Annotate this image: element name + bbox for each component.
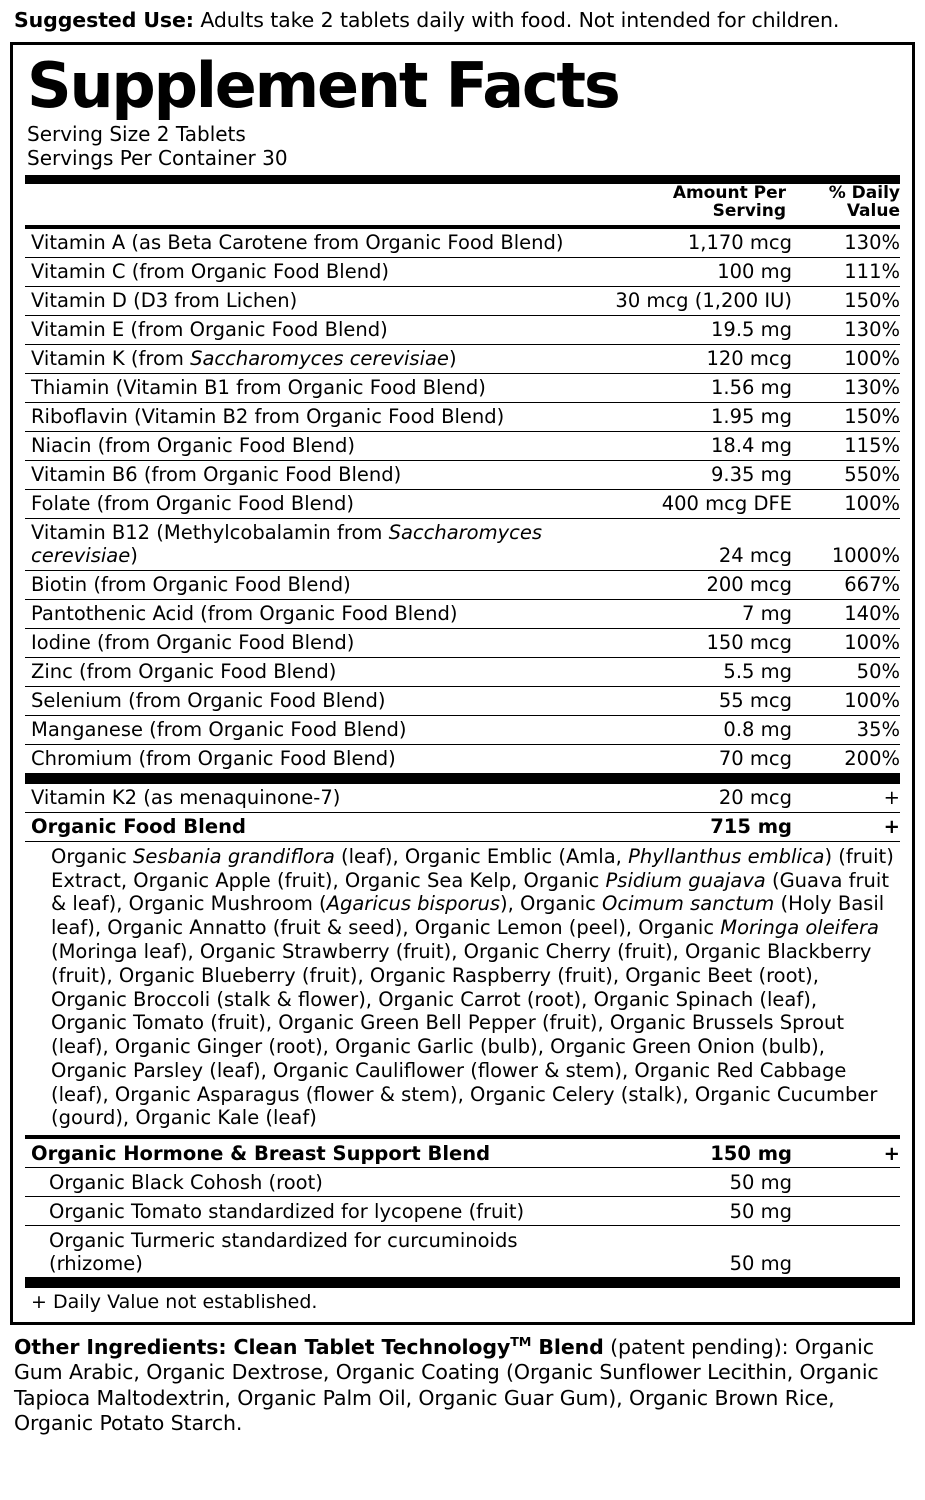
nutrient-amount: 19.5 mg bbox=[615, 315, 792, 344]
table-row bbox=[25, 744, 900, 778]
nutrient-name: Zinc (from Organic Food Blend) bbox=[25, 657, 615, 686]
nutrient-name: Vitamin E (from Organic Food Blend) bbox=[25, 315, 615, 344]
nutrient-name: Vitamin K2 (as menaquinone-7) bbox=[31, 786, 341, 810]
nutrient-amount: 50 mg bbox=[615, 1226, 792, 1283]
table-row bbox=[25, 402, 900, 431]
table-row bbox=[25, 784, 900, 813]
serving-info bbox=[27, 122, 900, 171]
nutrient-dv bbox=[792, 1168, 900, 1197]
nutrient-name: Manganese (from Organic Food Blend) bbox=[25, 715, 615, 744]
blend-amount: 150 mg bbox=[710, 1141, 792, 1165]
panel-title: Supplement Facts bbox=[27, 48, 619, 122]
nutrient-dv: 100% bbox=[792, 489, 900, 518]
other-ingredients bbox=[14, 1334, 915, 1436]
supplement-facts-panel bbox=[10, 42, 915, 1325]
nutrient-name: Vitamin B6 (from Organic Food Blend) bbox=[25, 460, 615, 489]
nutrient-dv: 130% bbox=[792, 315, 900, 344]
nutrient-dv: 111% bbox=[792, 257, 900, 286]
nutrient-amount: 400 mcg DFE bbox=[615, 489, 792, 518]
table-row bbox=[25, 229, 900, 258]
table-row bbox=[25, 1197, 900, 1226]
nutrient-amount: 18.4 mg bbox=[615, 431, 792, 460]
suggested-use bbox=[14, 8, 915, 34]
table-row bbox=[25, 344, 900, 373]
trademark-mark: TM bbox=[510, 1334, 532, 1350]
blend-name: Organic Food Blend bbox=[25, 812, 615, 841]
nutrient-dv: 115% bbox=[792, 431, 900, 460]
facts-table-body bbox=[25, 227, 900, 1288]
servings-per-container: Servings Per Container 30 bbox=[27, 146, 288, 171]
nutrient-name: Niacin (from Organic Food Blend) bbox=[25, 431, 615, 460]
nutrient-amount: 150 mcg bbox=[615, 628, 792, 657]
suggested-use-text: Adults take 2 tablets daily with food. Not intended for children. bbox=[200, 8, 840, 32]
nutrient-amount: 120 mcg bbox=[615, 344, 792, 373]
nutrient-amount: 9.35 mg bbox=[615, 460, 792, 489]
serving-size: Serving Size 2 Tablets bbox=[27, 121, 246, 146]
nutrient-amount: 1.56 mg bbox=[615, 373, 792, 402]
table-row bbox=[25, 518, 900, 570]
nutrient-name: Pantothenic Acid (from Organic Food Blend) bbox=[25, 599, 615, 628]
facts-table bbox=[25, 184, 900, 1289]
nutrient-amount: 7 mg bbox=[615, 599, 792, 628]
table-row bbox=[25, 431, 900, 460]
table-row bbox=[25, 657, 900, 686]
nutrient-amount: 55 mcg bbox=[615, 686, 792, 715]
nutrient-amount: 24 mcg bbox=[615, 518, 792, 570]
table-row bbox=[25, 1226, 900, 1283]
food-blend-ingredients: Organic Sesbania grandiflora (leaf), Organic Emblic (Amla, Phyllanthus emblica) (fruit) Extract, Organic Apple (fruit), Organic Sea Kelp, Organic Psidium guajava (Guava fruit & leaf), Organic Mushroom (Agaricus bisporus), Organic Ocimum sanctum (Holy Basil leaf), Organic Annatto (fruit & seed), Organic Lemon (peel), Organic Moringa oleifera (Moringa leaf), Organic Strawberry (fruit), Organic Cherry (fruit), Organic Blackberry (fruit), Organic Blueberry (fruit), Organic Raspberry (fruit), Organic Beet (root), Organic Broccoli (stalk & flower), Organic Carrot (root), Organic Spinach (leaf), Organic Tomato (fruit), Organic Green Bell Pepper (fruit), Organic Brussels Sprout (leaf), Organic Ginger (root), Organic Garlic (bulb), Organic Green Onion (bulb), Organic Parsley (leaf), Organic Cauliflower (flower & stem), Organic Red Cabbage (leaf), Organic Asparagus (flower & stem), Organic Celery (stalk), Organic Cucumber (gourd), Organic Kale (leaf) bbox=[25, 841, 900, 1137]
header-amount-per-serving: Amount Per Serving bbox=[672, 182, 786, 222]
table-row bbox=[25, 1168, 900, 1197]
table-row bbox=[25, 460, 900, 489]
nutrient-amount: 70 mcg bbox=[615, 744, 792, 778]
suggested-use-label: Suggested Use: bbox=[14, 8, 194, 32]
nutrient-amount: 0.8 mg bbox=[615, 715, 792, 744]
nutrient-amount: 200 mcg bbox=[615, 570, 792, 599]
nutrient-amount: 100 mg bbox=[615, 257, 792, 286]
nutrient-dv: 130% bbox=[792, 373, 900, 402]
nutrient-name: Organic Turmeric standardized for curcuminoids (rhizome) bbox=[25, 1226, 615, 1283]
table-row bbox=[25, 715, 900, 744]
table-row bbox=[25, 489, 900, 518]
table-row bbox=[25, 373, 900, 402]
table-row bbox=[25, 570, 900, 599]
nutrient-amount: 50 mg bbox=[615, 1168, 792, 1197]
blend-amount: 715 mg bbox=[615, 812, 792, 841]
nutrient-dv: 140% bbox=[792, 599, 900, 628]
table-row bbox=[25, 599, 900, 628]
other-ingredients-text: (patent pending): Organic Gum Arabic, Organic Dextrose, Organic Coating (Organic Sunflower Lecithin, Organic Tapioca Maltodextrin, Organic Palm Oil, Organic Guar Gum), Organic Brown Rice, Organic Potato Starch. bbox=[14, 1334, 879, 1436]
nutrient-dv: 100% bbox=[792, 686, 900, 715]
nutrient-dv: 130% bbox=[844, 231, 900, 255]
nutrient-amount: 20 mcg bbox=[718, 786, 792, 810]
header-nutrient bbox=[25, 184, 615, 227]
facts-table-head bbox=[25, 184, 900, 227]
nutrient-dv: 550% bbox=[792, 460, 900, 489]
table-header-row bbox=[25, 184, 900, 227]
nutrient-dv: 100% bbox=[792, 628, 900, 657]
nutrient-name: Vitamin D (D3 from Lichen) bbox=[25, 286, 615, 315]
nutrient-name: Organic Tomato standardized for lycopene (fruit) bbox=[25, 1197, 615, 1226]
nutrient-name: Thiamin (Vitamin B1 from Organic Food Blend) bbox=[25, 373, 615, 402]
table-row bbox=[25, 257, 900, 286]
nutrient-name: Iodine (from Organic Food Blend) bbox=[25, 628, 615, 657]
nutrient-amount: 1.95 mg bbox=[615, 402, 792, 431]
nutrient-amount: 1,170 mcg bbox=[687, 231, 792, 255]
nutrient-name: Organic Black Cohosh (root) bbox=[25, 1168, 615, 1197]
table-row bbox=[25, 286, 900, 315]
nutrient-dv: 50% bbox=[792, 657, 900, 686]
nutrient-dv bbox=[792, 1226, 900, 1283]
blend-dv: + bbox=[792, 812, 900, 841]
nutrient-name: Biotin (from Organic Food Blend) bbox=[25, 570, 615, 599]
nutrient-dv: 100% bbox=[792, 344, 900, 373]
nutrient-dv: 1000% bbox=[792, 518, 900, 570]
blend-row-food bbox=[25, 812, 900, 841]
nutrient-name: Folate (from Organic Food Blend) bbox=[25, 489, 615, 518]
nutrient-amount: 50 mg bbox=[615, 1197, 792, 1226]
header-daily-value: % Daily Value bbox=[828, 182, 900, 222]
daily-value-footnote: + Daily Value not established. bbox=[31, 1291, 318, 1314]
nutrient-name: Chromium (from Organic Food Blend) bbox=[25, 744, 615, 778]
nutrient-dv: + bbox=[883, 786, 900, 810]
nutrient-name: Riboflavin (Vitamin B2 from Organic Food Blend) bbox=[25, 402, 615, 431]
nutrient-name: Vitamin B12 (Methylcobalamin from Saccharomyces cerevisiae) bbox=[25, 518, 615, 570]
nutrient-name: Vitamin C (from Organic Food Blend) bbox=[25, 257, 615, 286]
nutrient-dv: 200% bbox=[792, 744, 900, 778]
nutrient-amount: 30 mcg (1,200 IU) bbox=[615, 286, 792, 315]
blend-ingredients-row bbox=[25, 841, 900, 1137]
nutrient-dv: 667% bbox=[792, 570, 900, 599]
blend-dv: + bbox=[883, 1141, 900, 1165]
table-row bbox=[25, 315, 900, 344]
nutrient-dv: 150% bbox=[792, 286, 900, 315]
nutrient-name: Vitamin K (from Saccharomyces cerevisiae) bbox=[25, 344, 615, 373]
nutrient-name: Selenium (from Organic Food Blend) bbox=[25, 686, 615, 715]
nutrient-dv: 35% bbox=[792, 715, 900, 744]
table-row bbox=[25, 628, 900, 657]
nutrient-name: Vitamin A (as Beta Carotene from Organic Food Blend) bbox=[31, 231, 564, 255]
other-ingredients-label: Other Ingredients: Clean Tablet Technology™ Blend bbox=[14, 1334, 604, 1359]
table-row bbox=[25, 686, 900, 715]
blend-row-hormone bbox=[25, 1139, 900, 1168]
nutrient-dv bbox=[792, 1197, 900, 1226]
nutrient-dv: 150% bbox=[792, 402, 900, 431]
nutrient-amount: 5.5 mg bbox=[615, 657, 792, 686]
blend-name: Organic Hormone & Breast Support Blend bbox=[31, 1141, 491, 1165]
